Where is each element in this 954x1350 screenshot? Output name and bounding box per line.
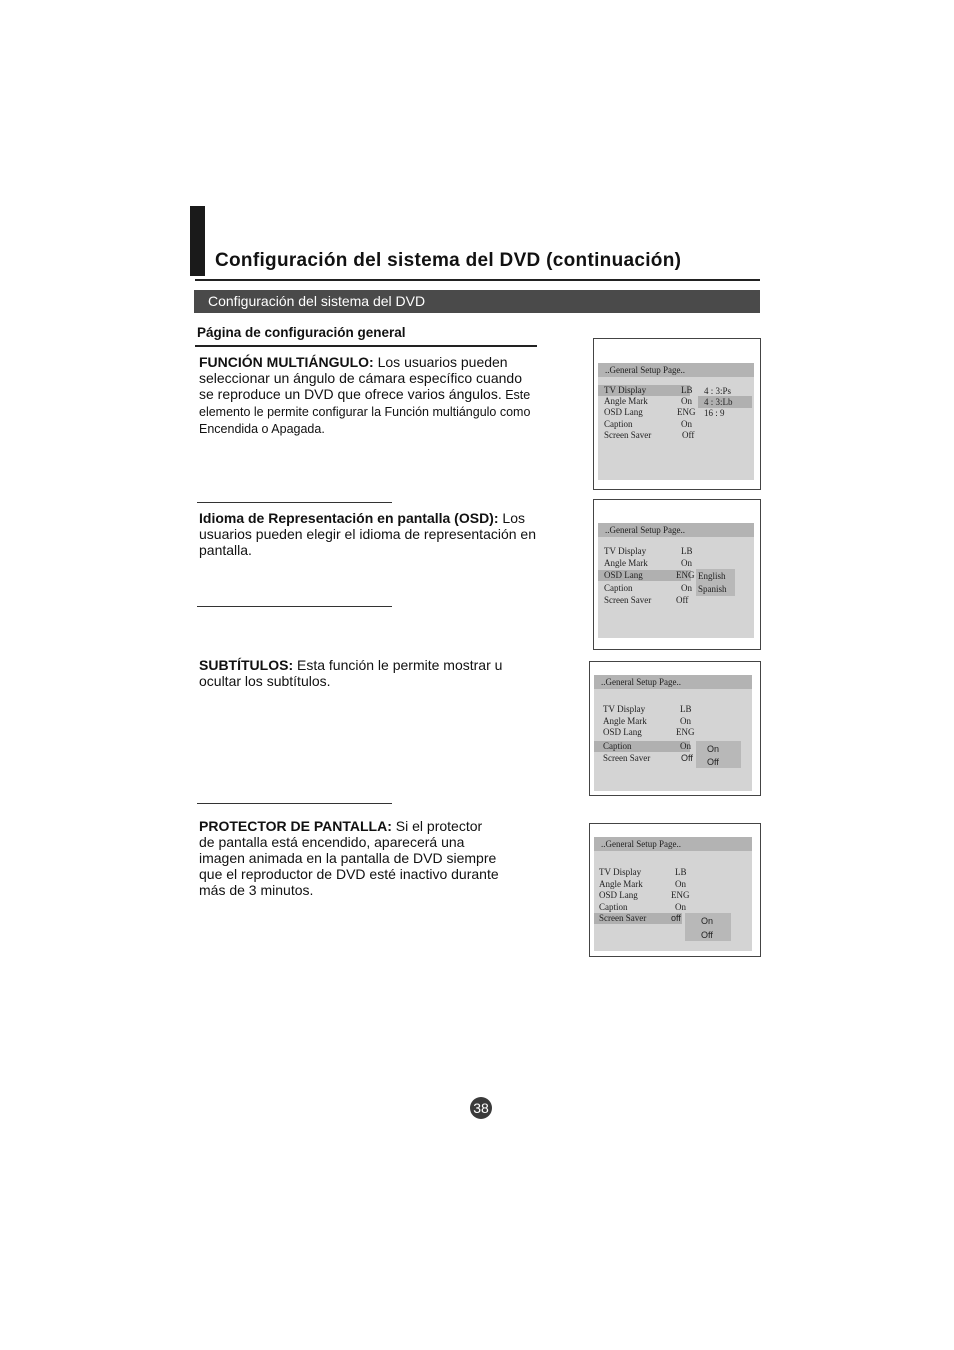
section-divider xyxy=(197,502,392,503)
osd-row-label: Angle Mark xyxy=(604,396,648,406)
osd-language-text: Los usuarios pueden elegir el idioma de representación en pantalla. xyxy=(199,510,536,558)
osd-panel xyxy=(594,837,752,951)
osd-row-label: OSD Lang xyxy=(599,890,638,900)
osd-row-value: On xyxy=(680,741,691,751)
osd-row-label: Screen Saver xyxy=(604,595,652,605)
osd-row-value: On xyxy=(675,902,686,912)
osd-row-value: On xyxy=(681,396,692,406)
osd-option[interactable]: Off xyxy=(701,930,713,940)
osd-header xyxy=(594,837,752,851)
osd-row-value: ENG xyxy=(676,570,695,580)
multiangle-note: Este elemento le permite configurar la Función multiángulo como Encendida o Apagada. xyxy=(199,388,531,436)
subsection-title: Página de configuración general xyxy=(197,325,406,340)
osd-row-label: Screen Saver xyxy=(603,753,651,763)
page-number-badge: 38 xyxy=(470,1097,492,1119)
multiangle-description xyxy=(199,354,539,437)
osd-header-label: ..General Setup Page.. xyxy=(601,677,681,687)
osd-row-label: Angle Mark xyxy=(599,879,643,889)
osd-row-value: off xyxy=(671,913,681,923)
osd-row-label: TV Display xyxy=(603,704,646,714)
osd-header xyxy=(598,523,754,537)
osd-row-value: On xyxy=(681,558,692,568)
multiangle-heading: FUNCIÓN MULTIÁNGULO: xyxy=(199,354,374,370)
osd-header-label: ..General Setup Page.. xyxy=(601,839,681,849)
osd-header-label: ..General Setup Page.. xyxy=(605,365,685,375)
osd-row-value: On xyxy=(675,879,686,889)
osd-row-caption xyxy=(594,741,690,752)
osd-screen-osd-lang xyxy=(593,499,761,650)
osd-row-value: Off xyxy=(682,430,695,440)
osd-row-value: Off xyxy=(676,595,689,605)
section-divider xyxy=(197,606,392,607)
osd-row-value: LB xyxy=(680,704,692,714)
osd-row-label: Angle Mark xyxy=(604,558,648,568)
osd-row-screen-saver xyxy=(594,913,682,924)
osd-row-label: Caption xyxy=(599,902,628,912)
multiangle-text: Los usuarios pueden seleccionar un ángulo de cámara específico cuando se reproduce un DVD que ofrece varios ángulos. xyxy=(199,354,522,402)
screensaver-description xyxy=(199,818,499,898)
osd-row-value: ENG xyxy=(671,890,690,900)
osd-row-value: LB xyxy=(681,385,693,395)
subtitles-description xyxy=(199,657,539,689)
osd-row-osd-lang xyxy=(598,570,695,581)
osd-header xyxy=(598,363,754,377)
osd-row-label: Angle Mark xyxy=(603,716,647,726)
osd-option[interactable]: On xyxy=(701,916,714,926)
title-side-bar xyxy=(190,206,205,276)
osd-panel xyxy=(594,675,752,791)
osd-row-value: LB xyxy=(675,867,687,877)
osd-panel xyxy=(598,363,754,480)
osd-row-label: Caption xyxy=(604,419,633,429)
osd-option[interactable]: Off xyxy=(707,757,719,767)
subtitles-heading: SUBTÍTULOS: xyxy=(199,657,294,673)
screensaver-text: Si el protector de pantalla está encendido, aparecerá una imagen animada en la pantalla de DVD siempre que el reproductor de DVD esté inactivo durante más de 3 minutos. xyxy=(199,818,499,898)
osd-row-label: TV Display xyxy=(599,867,642,877)
osd-screen-screen-saver xyxy=(589,823,761,957)
section-banner-label: Configuración del sistema del DVD xyxy=(208,293,426,309)
osd-row-label: OSD Lang xyxy=(604,570,643,580)
osd-language-heading: Idioma de Representación en pantalla (OSD): xyxy=(199,510,499,526)
osd-row-label: TV Display xyxy=(604,385,647,395)
osd-row-value: On xyxy=(680,716,691,726)
section-divider xyxy=(197,803,392,804)
osd-option-selected[interactable]: English xyxy=(698,571,726,581)
title-divider xyxy=(195,279,760,281)
osd-panel xyxy=(598,523,754,638)
subsection-divider xyxy=(195,345,537,347)
osd-row-value: LB xyxy=(681,546,693,556)
osd-option[interactable]: On xyxy=(707,744,720,754)
osd-row-label: Screen Saver xyxy=(604,430,652,440)
subtitles-text: Esta función le permite mostrar u ocultar los subtítulos. xyxy=(199,657,503,689)
osd-screen-caption xyxy=(589,661,761,796)
osd-row-value: On xyxy=(681,583,692,593)
osd-row-value: ENG xyxy=(676,727,695,737)
osd-row-value: Off xyxy=(681,753,693,763)
osd-header xyxy=(594,675,752,689)
osd-option-selected[interactable]: 4 : 3:Lb xyxy=(698,396,752,408)
osd-option[interactable]: 4 : 3:Ps xyxy=(704,386,732,396)
osd-language-description xyxy=(199,510,544,558)
osd-screen-tv-display xyxy=(593,338,761,490)
osd-row-label: TV Display xyxy=(604,546,647,556)
osd-row-label: Screen Saver xyxy=(599,913,647,923)
osd-row-label: OSD Lang xyxy=(603,727,642,737)
osd-row-label: Caption xyxy=(603,741,632,751)
osd-option[interactable]: Spanish xyxy=(698,584,727,594)
section-banner xyxy=(194,290,760,313)
osd-row-label: Caption xyxy=(604,583,633,593)
osd-row-value: On xyxy=(681,419,692,429)
osd-row-tv-display xyxy=(598,385,693,396)
page-title: Configuración del sistema del DVD (continuación) xyxy=(215,250,682,271)
osd-row-label: OSD Lang xyxy=(604,407,643,417)
osd-option[interactable]: 16 : 9 xyxy=(704,408,725,418)
osd-row-value: ENG xyxy=(677,407,696,417)
screensaver-heading: PROTECTOR DE PANTALLA: xyxy=(199,818,392,834)
osd-header-label: ..General Setup Page.. xyxy=(605,525,685,535)
